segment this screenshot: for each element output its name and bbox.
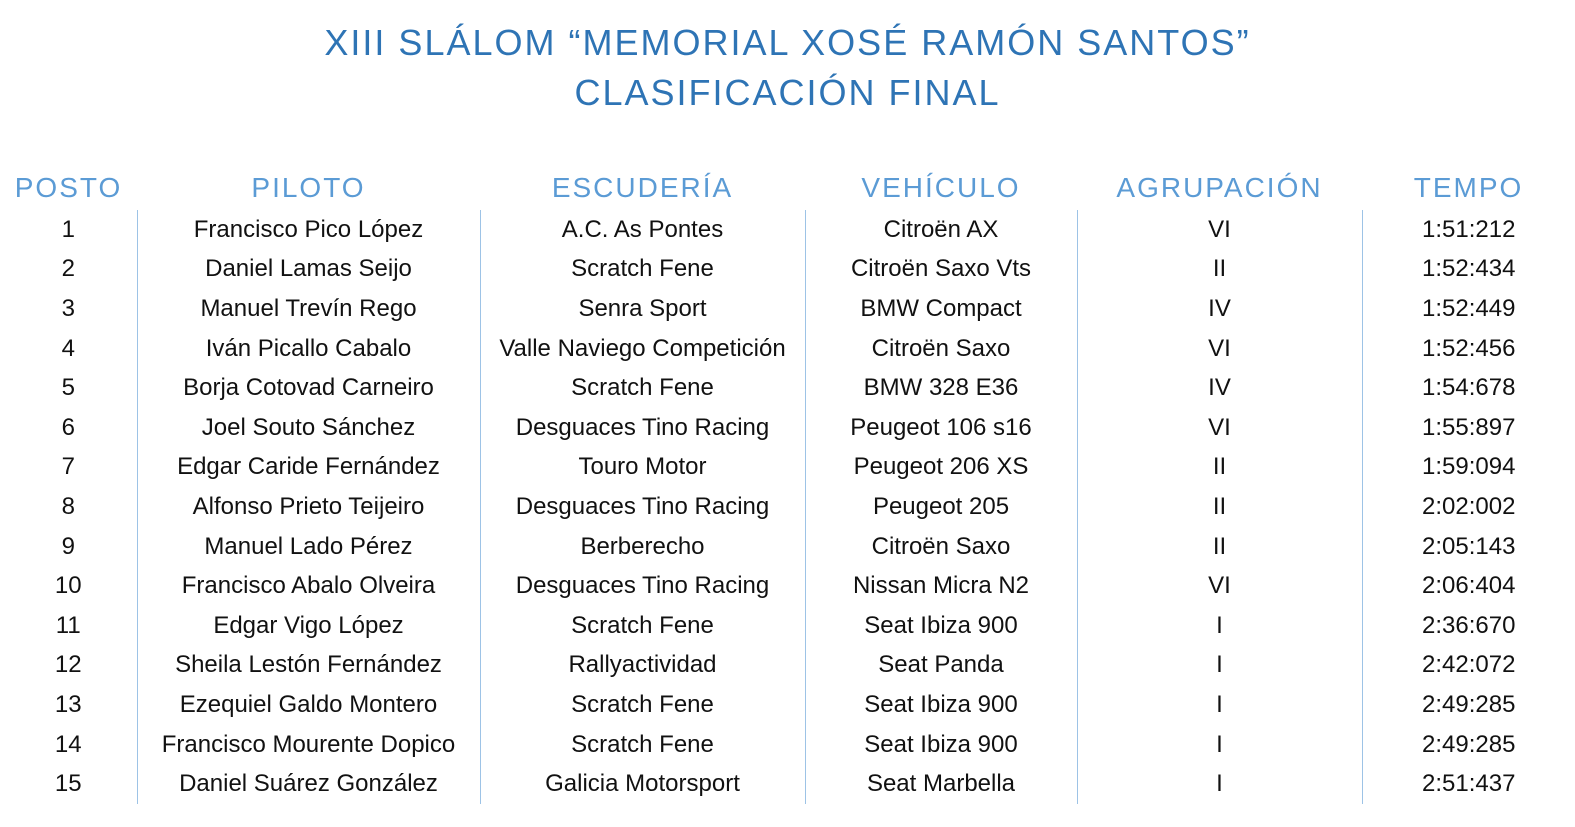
cell-escuderia: Scratch Fene [480, 606, 805, 646]
table-row [0, 646, 1575, 686]
cell-posto: 12 [54, 651, 82, 679]
cell-agrupacion: IV [1077, 368, 1362, 408]
cell-posto: 13 [54, 690, 82, 718]
cell-agrupacion: VI [1077, 566, 1362, 606]
cell-tempo: 2:02:002 [1362, 487, 1575, 527]
cell-escuderia: Berberecho [480, 527, 805, 567]
cell-piloto: Sheila Lestón Fernández [137, 646, 480, 686]
cell-agrupacion: II [1077, 448, 1362, 488]
cell-piloto: Manuel Lado Pérez [137, 527, 480, 567]
cell-tempo: 2:49:285 [1362, 685, 1575, 725]
cell-vehiculo: Peugeot 106 s16 [805, 408, 1077, 448]
cell-vehiculo: Seat Marbella [805, 764, 1077, 804]
table-row [0, 448, 1575, 488]
cell-tempo: 2:49:285 [1362, 725, 1575, 765]
column-header-vehiculo: VEHÍCULO [861, 172, 1021, 203]
cell-tempo: 1:59:094 [1362, 448, 1575, 488]
cell-vehiculo: Nissan Micra N2 [805, 566, 1077, 606]
cell-tempo: 2:42:072 [1362, 646, 1575, 686]
cell-posto: 9 [61, 532, 75, 560]
cell-agrupacion: II [1077, 487, 1362, 527]
cell-tempo: 1:52:456 [1362, 329, 1575, 369]
cell-escuderia: Scratch Fene [480, 250, 805, 290]
cell-vehiculo: Seat Ibiza 900 [805, 725, 1077, 765]
cell-escuderia: Desguaces Tino Racing [480, 566, 805, 606]
cell-agrupacion: I [1077, 725, 1362, 765]
table-row [0, 487, 1575, 527]
cell-agrupacion: VI [1077, 210, 1362, 250]
cell-piloto: Manuel Trevín Rego [137, 289, 480, 329]
cell-tempo: 1:55:897 [1362, 408, 1575, 448]
table-row [0, 685, 1575, 725]
table-row [0, 527, 1575, 567]
cell-escuderia: Valle Naviego Competición [480, 329, 805, 369]
results-table [0, 166, 1575, 804]
document-title: XIII SLÁLOM “MEMORIAL XOSÉ RAMÓN SANTOS” [324, 22, 1251, 63]
column-header-agrupacion: AGRUPACIÓN [1116, 172, 1323, 203]
column-header-escuderia: ESCUDERÍA [551, 172, 734, 203]
table-row [0, 725, 1575, 765]
document-subtitle: CLASIFICACIÓN FINAL [574, 72, 1001, 113]
cell-vehiculo: Citroën Saxo [805, 527, 1077, 567]
cell-piloto: Joel Souto Sánchez [137, 408, 480, 448]
cell-piloto: Francisco Abalo Olveira [137, 566, 480, 606]
cell-tempo: 2:36:670 [1362, 606, 1575, 646]
column-header-tempo: TEMPO [1413, 172, 1524, 203]
cell-vehiculo: Seat Ibiza 900 [805, 606, 1077, 646]
cell-posto: 4 [61, 334, 75, 362]
cell-tempo: 1:54:678 [1362, 368, 1575, 408]
cell-tempo: 1:52:449 [1362, 289, 1575, 329]
cell-posto: 15 [54, 770, 82, 798]
cell-agrupacion: II [1077, 250, 1362, 290]
cell-vehiculo: Seat Ibiza 900 [805, 685, 1077, 725]
cell-piloto: Francisco Pico López [137, 210, 480, 250]
cell-agrupacion: VI [1077, 408, 1362, 448]
cell-agrupacion: II [1077, 527, 1362, 567]
table-row [0, 408, 1575, 448]
cell-agrupacion: IV [1077, 289, 1362, 329]
cell-agrupacion: I [1077, 606, 1362, 646]
cell-posto: 1 [61, 215, 75, 243]
cell-tempo: 1:52:434 [1362, 250, 1575, 290]
cell-posto: 10 [54, 572, 82, 600]
header-row [0, 166, 1575, 210]
cell-agrupacion: I [1077, 764, 1362, 804]
column-header-posto: POSTO [14, 172, 123, 203]
cell-tempo: 2:06:404 [1362, 566, 1575, 606]
cell-piloto: Iván Picallo Cabalo [137, 329, 480, 369]
cell-escuderia: Scratch Fene [480, 685, 805, 725]
table-row [0, 368, 1575, 408]
cell-escuderia: Senra Sport [480, 289, 805, 329]
cell-posto: 5 [61, 374, 75, 402]
results-body [0, 210, 1575, 804]
cell-posto: 11 [55, 611, 81, 639]
table-row [0, 210, 1575, 250]
cell-piloto: Edgar Vigo López [137, 606, 480, 646]
cell-vehiculo: Seat Panda [805, 646, 1077, 686]
table-row [0, 329, 1575, 369]
cell-vehiculo: BMW Compact [805, 289, 1077, 329]
cell-vehiculo: BMW 328 E36 [805, 368, 1077, 408]
cell-vehiculo: Peugeot 205 [805, 487, 1077, 527]
cell-posto: 14 [54, 730, 82, 758]
cell-escuderia: Rallyactividad [480, 646, 805, 686]
cell-agrupacion: I [1077, 646, 1362, 686]
table-row [0, 566, 1575, 606]
cell-agrupacion: I [1077, 685, 1362, 725]
cell-posto: 8 [61, 492, 75, 520]
cell-piloto: Alfonso Prieto Teijeiro [137, 487, 480, 527]
cell-posto: 3 [61, 294, 75, 322]
cell-posto: 2 [61, 255, 75, 283]
cell-piloto: Borja Cotovad Carneiro [137, 368, 480, 408]
cell-vehiculo: Citroën Saxo Vts [805, 250, 1077, 290]
cell-escuderia: Desguaces Tino Racing [480, 408, 805, 448]
table-row [0, 606, 1575, 646]
cell-vehiculo: Citroën Saxo [805, 329, 1077, 369]
table-row [0, 289, 1575, 329]
cell-posto: 6 [61, 413, 75, 441]
cell-agrupacion: VI [1077, 329, 1362, 369]
table-row [0, 764, 1575, 804]
cell-escuderia: A.C. As Pontes [480, 210, 805, 250]
cell-piloto: Daniel Suárez González [137, 764, 480, 804]
cell-piloto: Daniel Lamas Seijo [137, 250, 480, 290]
cell-escuderia: Galicia Motorsport [480, 764, 805, 804]
cell-piloto: Francisco Mourente Dopico [137, 725, 480, 765]
cell-escuderia: Desguaces Tino Racing [480, 487, 805, 527]
cell-vehiculo: Peugeot 206 XS [805, 448, 1077, 488]
cell-tempo: 2:05:143 [1362, 527, 1575, 567]
cell-tempo: 2:51:437 [1362, 764, 1575, 804]
cell-escuderia: Scratch Fene [480, 368, 805, 408]
cell-posto: 7 [61, 453, 75, 481]
cell-escuderia: Touro Motor [480, 448, 805, 488]
cell-piloto: Edgar Caride Fernández [137, 448, 480, 488]
table-row [0, 250, 1575, 290]
cell-escuderia: Scratch Fene [480, 725, 805, 765]
cell-vehiculo: Citroën AX [805, 210, 1077, 250]
cell-tempo: 1:51:212 [1362, 210, 1575, 250]
cell-piloto: Ezequiel Galdo Montero [137, 685, 480, 725]
column-header-piloto: PILOTO [251, 172, 366, 203]
